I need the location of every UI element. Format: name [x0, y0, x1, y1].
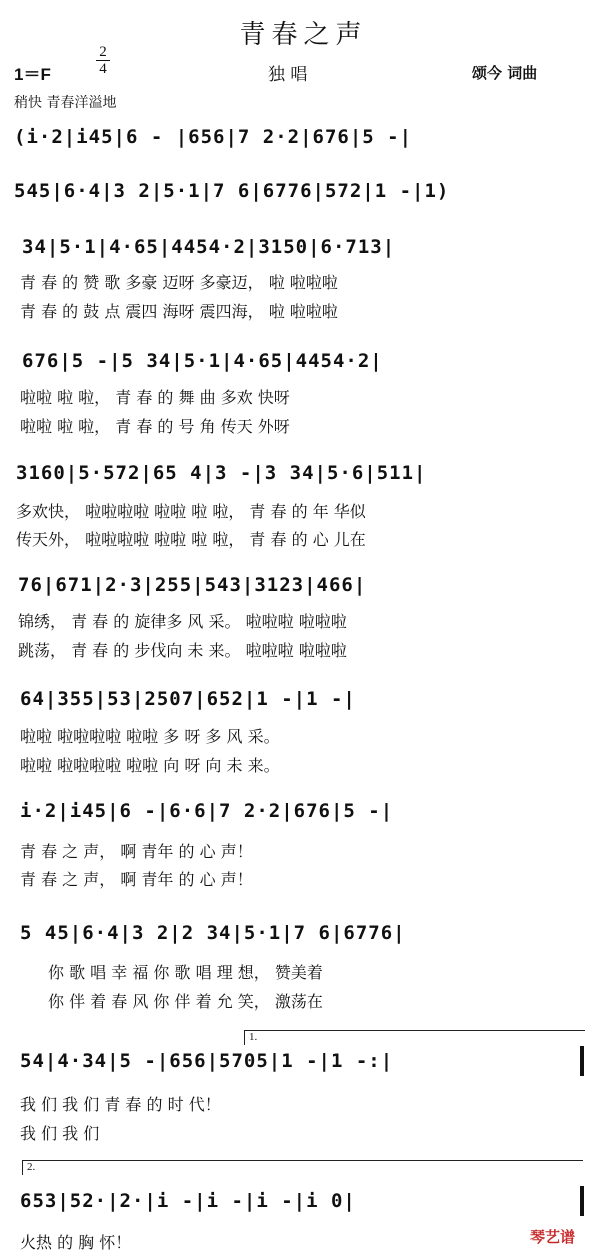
final-barline — [580, 1186, 584, 1216]
lyric-line: 啦啦 啦 啦， 青 春 的 号 角 传天 外呀 — [20, 417, 290, 436]
lyric-line: 我 们 我 们 青 春 的 时 代！ — [20, 1095, 221, 1114]
credit-line: 颂今 词曲 — [472, 64, 538, 82]
repeat-barline — [580, 1046, 584, 1076]
lyric-line: 青 春 的 鼓 点 震四 海呀 震四海， 啦 啦啦啦 — [20, 302, 338, 321]
notation-line: 64|355|53|2507|652|1 -|1 -| — [20, 688, 356, 710]
notation-line: 545|6·4|3 2|5·1|7 6|6776|572|1 -|1) — [14, 180, 450, 202]
notation-line: 34|5·1|4·65|4454·2|3150|6·713| — [22, 236, 396, 258]
lyric-line: 我 们 我 们 — [20, 1124, 100, 1143]
lyric-line: 啦啦 啦啦啦啦 啦啦 向 呀 向 未 来。 — [20, 756, 280, 775]
notation-line: (i·2|i45|6 - |656|7 2·2|676|5 -| — [14, 126, 413, 148]
notation-line: 5 45|6·4|3 2|2 34|5·1|7 6|6776| — [20, 922, 406, 944]
notation-line: i·2|i45|6 -|6·6|7 2·2|676|5 -| — [20, 800, 394, 822]
lyric-line: 啦啦 啦 啦， 青 春 的 舞 曲 多欢 快呀 — [20, 388, 290, 407]
first-ending-bracket — [244, 1030, 585, 1045]
meter-bottom: 4 — [99, 61, 107, 77]
time-signature — [96, 44, 110, 77]
lyric-line: 你 歌 唱 幸 福 你 歌 唱 理 想， 赞美着 — [48, 963, 323, 982]
lyric-line: 青 春 之 声， 啊 青年 的 心 声！ — [20, 870, 253, 889]
lyric-line: 传天外， 啦啦啦啦 啦啦 啦 啦， 青 春 的 心 儿在 — [16, 530, 366, 549]
first-ending-label: 1. — [249, 1031, 258, 1043]
tempo-marking: 稍快 青春洋溢地 — [14, 95, 117, 111]
meter-top: 2 — [96, 44, 110, 61]
score-title: 青春之声 — [239, 20, 368, 50]
lyric-line: 青 春 的 赞 歌 多豪 迈呀 多豪迈， 啦 啦啦啦 — [20, 273, 338, 292]
notation-line: 76|671|2·3|255|543|3123|466| — [18, 574, 367, 596]
performance-type: 独 唱 — [268, 65, 308, 85]
second-ending-bracket — [22, 1160, 583, 1175]
lyric-line: 火热 的 胸 怀！ — [20, 1233, 132, 1252]
lyric-line: 锦绣， 青 春 的 旋律多 风 采。 啦啦啦 啦啦啦 — [18, 612, 347, 631]
notation-line: 676|5 -|5 34|5·1|4·65|4454·2| — [22, 350, 383, 372]
second-ending-label: 2. — [27, 1161, 36, 1173]
lyric-line: 你 伴 着 春 风 你 伴 着 允 笑， 激荡在 — [48, 992, 323, 1011]
lyric-line: 啦啦 啦啦啦啦 啦啦 多 呀 多 风 采。 — [20, 727, 280, 746]
watermark-logo: 琴艺谱 — [530, 1228, 576, 1246]
key-signature: 1＝F — [14, 65, 51, 84]
notation-line: 54|4·34|5 -|656|5705|1 -|1 -:| — [20, 1050, 394, 1072]
notation-line: 3160|5·572|65 4|3 -|3 34|5·6|511| — [16, 462, 427, 484]
lyric-line: 跳荡， 青 春 的 步伐向 未 来。 啦啦啦 啦啦啦 — [18, 641, 347, 660]
lyric-line: 青 春 之 声， 啊 青年 的 心 声！ — [20, 842, 253, 861]
notation-line: 653|52·|2·|i -|i -|i -|i 0| — [20, 1190, 356, 1212]
lyric-line: 多欢快， 啦啦啦啦 啦啦 啦 啦， 青 春 的 年 华似 — [16, 502, 366, 521]
